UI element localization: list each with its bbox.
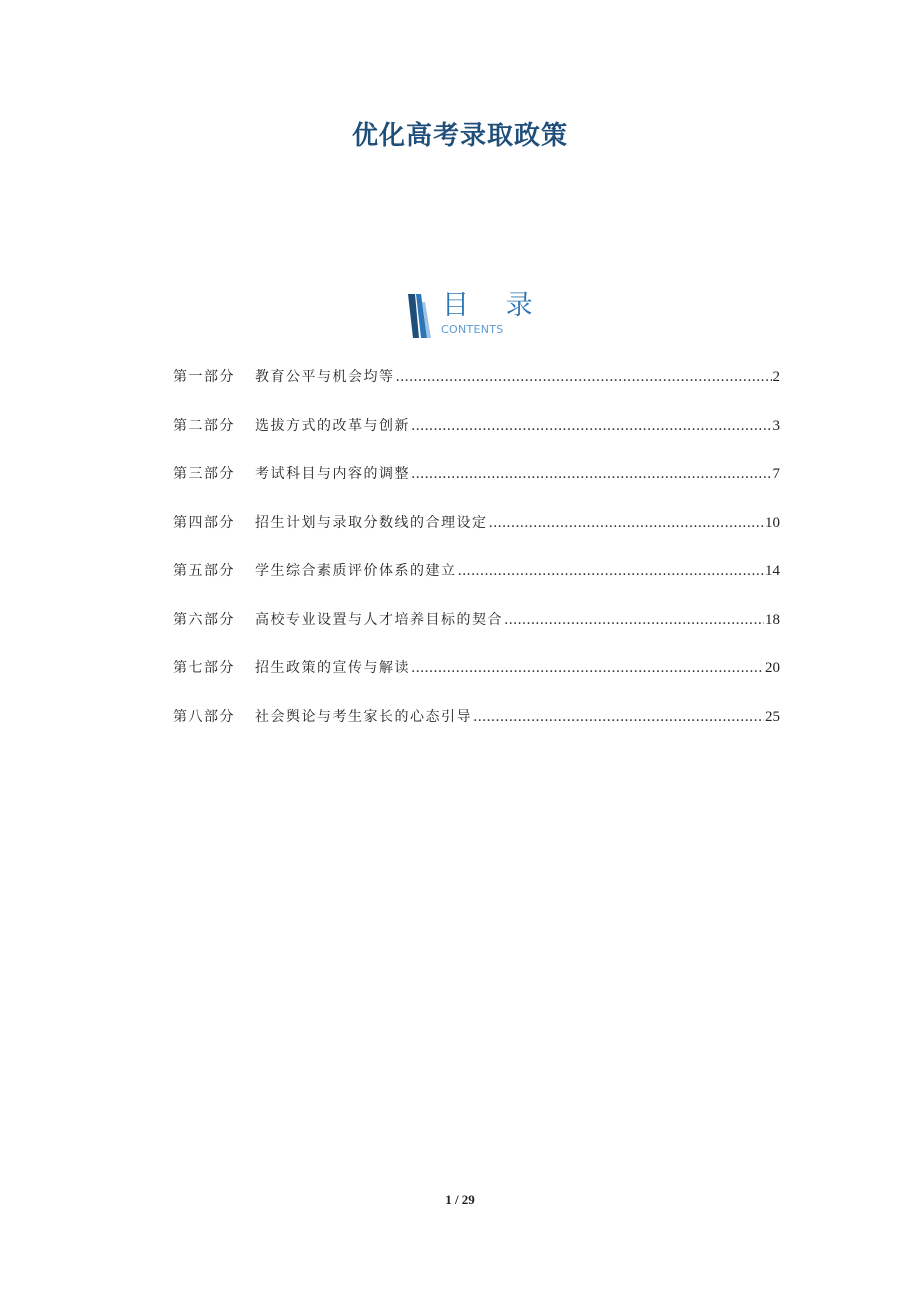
toc-entry-page-number: 2	[772, 369, 780, 385]
toc-dot-leader	[458, 560, 765, 582]
toc-entry-page-number: 10	[765, 514, 780, 531]
toc-entry-page-number: 14	[765, 563, 780, 579]
toc-entry-part-label: 第四部分	[173, 514, 235, 531]
toc-dot-leader	[411, 657, 764, 679]
toc-heading	[406, 290, 547, 338]
toc-entry-part-7[interactable]	[173, 657, 780, 706]
toc-entry-part-8[interactable]	[173, 706, 780, 755]
toc-entry-part-5[interactable]	[173, 560, 780, 609]
toc-entry-part-1[interactable]	[173, 366, 780, 415]
toc-dot-leader	[396, 366, 772, 388]
toc-entry-part-label: 第五部分	[173, 563, 235, 579]
toc-dot-leader	[473, 706, 764, 728]
table-of-contents	[173, 366, 780, 754]
toc-entry-part-6[interactable]	[173, 609, 780, 658]
toc-dot-leader	[411, 463, 772, 485]
toc-entry-page-number: 3	[772, 417, 780, 434]
toc-entry-page-number: 7	[772, 466, 780, 482]
toc-entry-part-4[interactable]	[173, 512, 780, 561]
toc-entry-part-3[interactable]	[173, 463, 780, 512]
toc-entry-title: 招生政策的宣传与解读	[255, 660, 410, 676]
toc-entry-page-number: 25	[765, 708, 780, 725]
toc-entry-part-label: 第八部分	[173, 708, 235, 725]
toc-entry-title: 招生计划与录取分数线的合理设定	[255, 514, 488, 531]
toc-entry-part-label: 第三部分	[173, 466, 235, 482]
page-number-footer: 1 / 29	[445, 1192, 475, 1207]
toc-entry-title: 高校专业设置与人才培养目标的契合	[255, 611, 503, 628]
toc-dot-leader	[489, 512, 765, 534]
toc-entry-part-label: 第六部分	[173, 611, 235, 628]
toc-entry-part-label: 第七部分	[173, 660, 235, 676]
toc-entry-part-label: 第二部分	[173, 417, 235, 434]
toc-dot-leader	[411, 415, 772, 437]
toc-entry-page-number: 20	[765, 660, 780, 676]
toc-entry-title: 学生综合素质评价体系的建立	[255, 563, 457, 579]
toc-entry-part-label: 第一部分	[173, 369, 235, 385]
toc-entry-title: 选拔方式的改革与创新	[255, 417, 410, 434]
toc-entry-page-number: 18	[765, 611, 780, 628]
contents-bookmark-icon	[406, 294, 432, 338]
toc-entry-title: 社会舆论与考生家长的心态引导	[255, 708, 472, 725]
toc-heading-title: 目 录	[442, 290, 547, 321]
toc-entry-title: 考试科目与内容的调整	[255, 466, 410, 482]
toc-dot-leader	[504, 609, 764, 631]
toc-entry-title: 教育公平与机会均等	[255, 369, 395, 385]
toc-entry-part-2[interactable]	[173, 415, 780, 464]
toc-heading-subtitle: CONTENTS	[441, 323, 504, 336]
document-title: 优化高考录取政策	[351, 121, 568, 151]
